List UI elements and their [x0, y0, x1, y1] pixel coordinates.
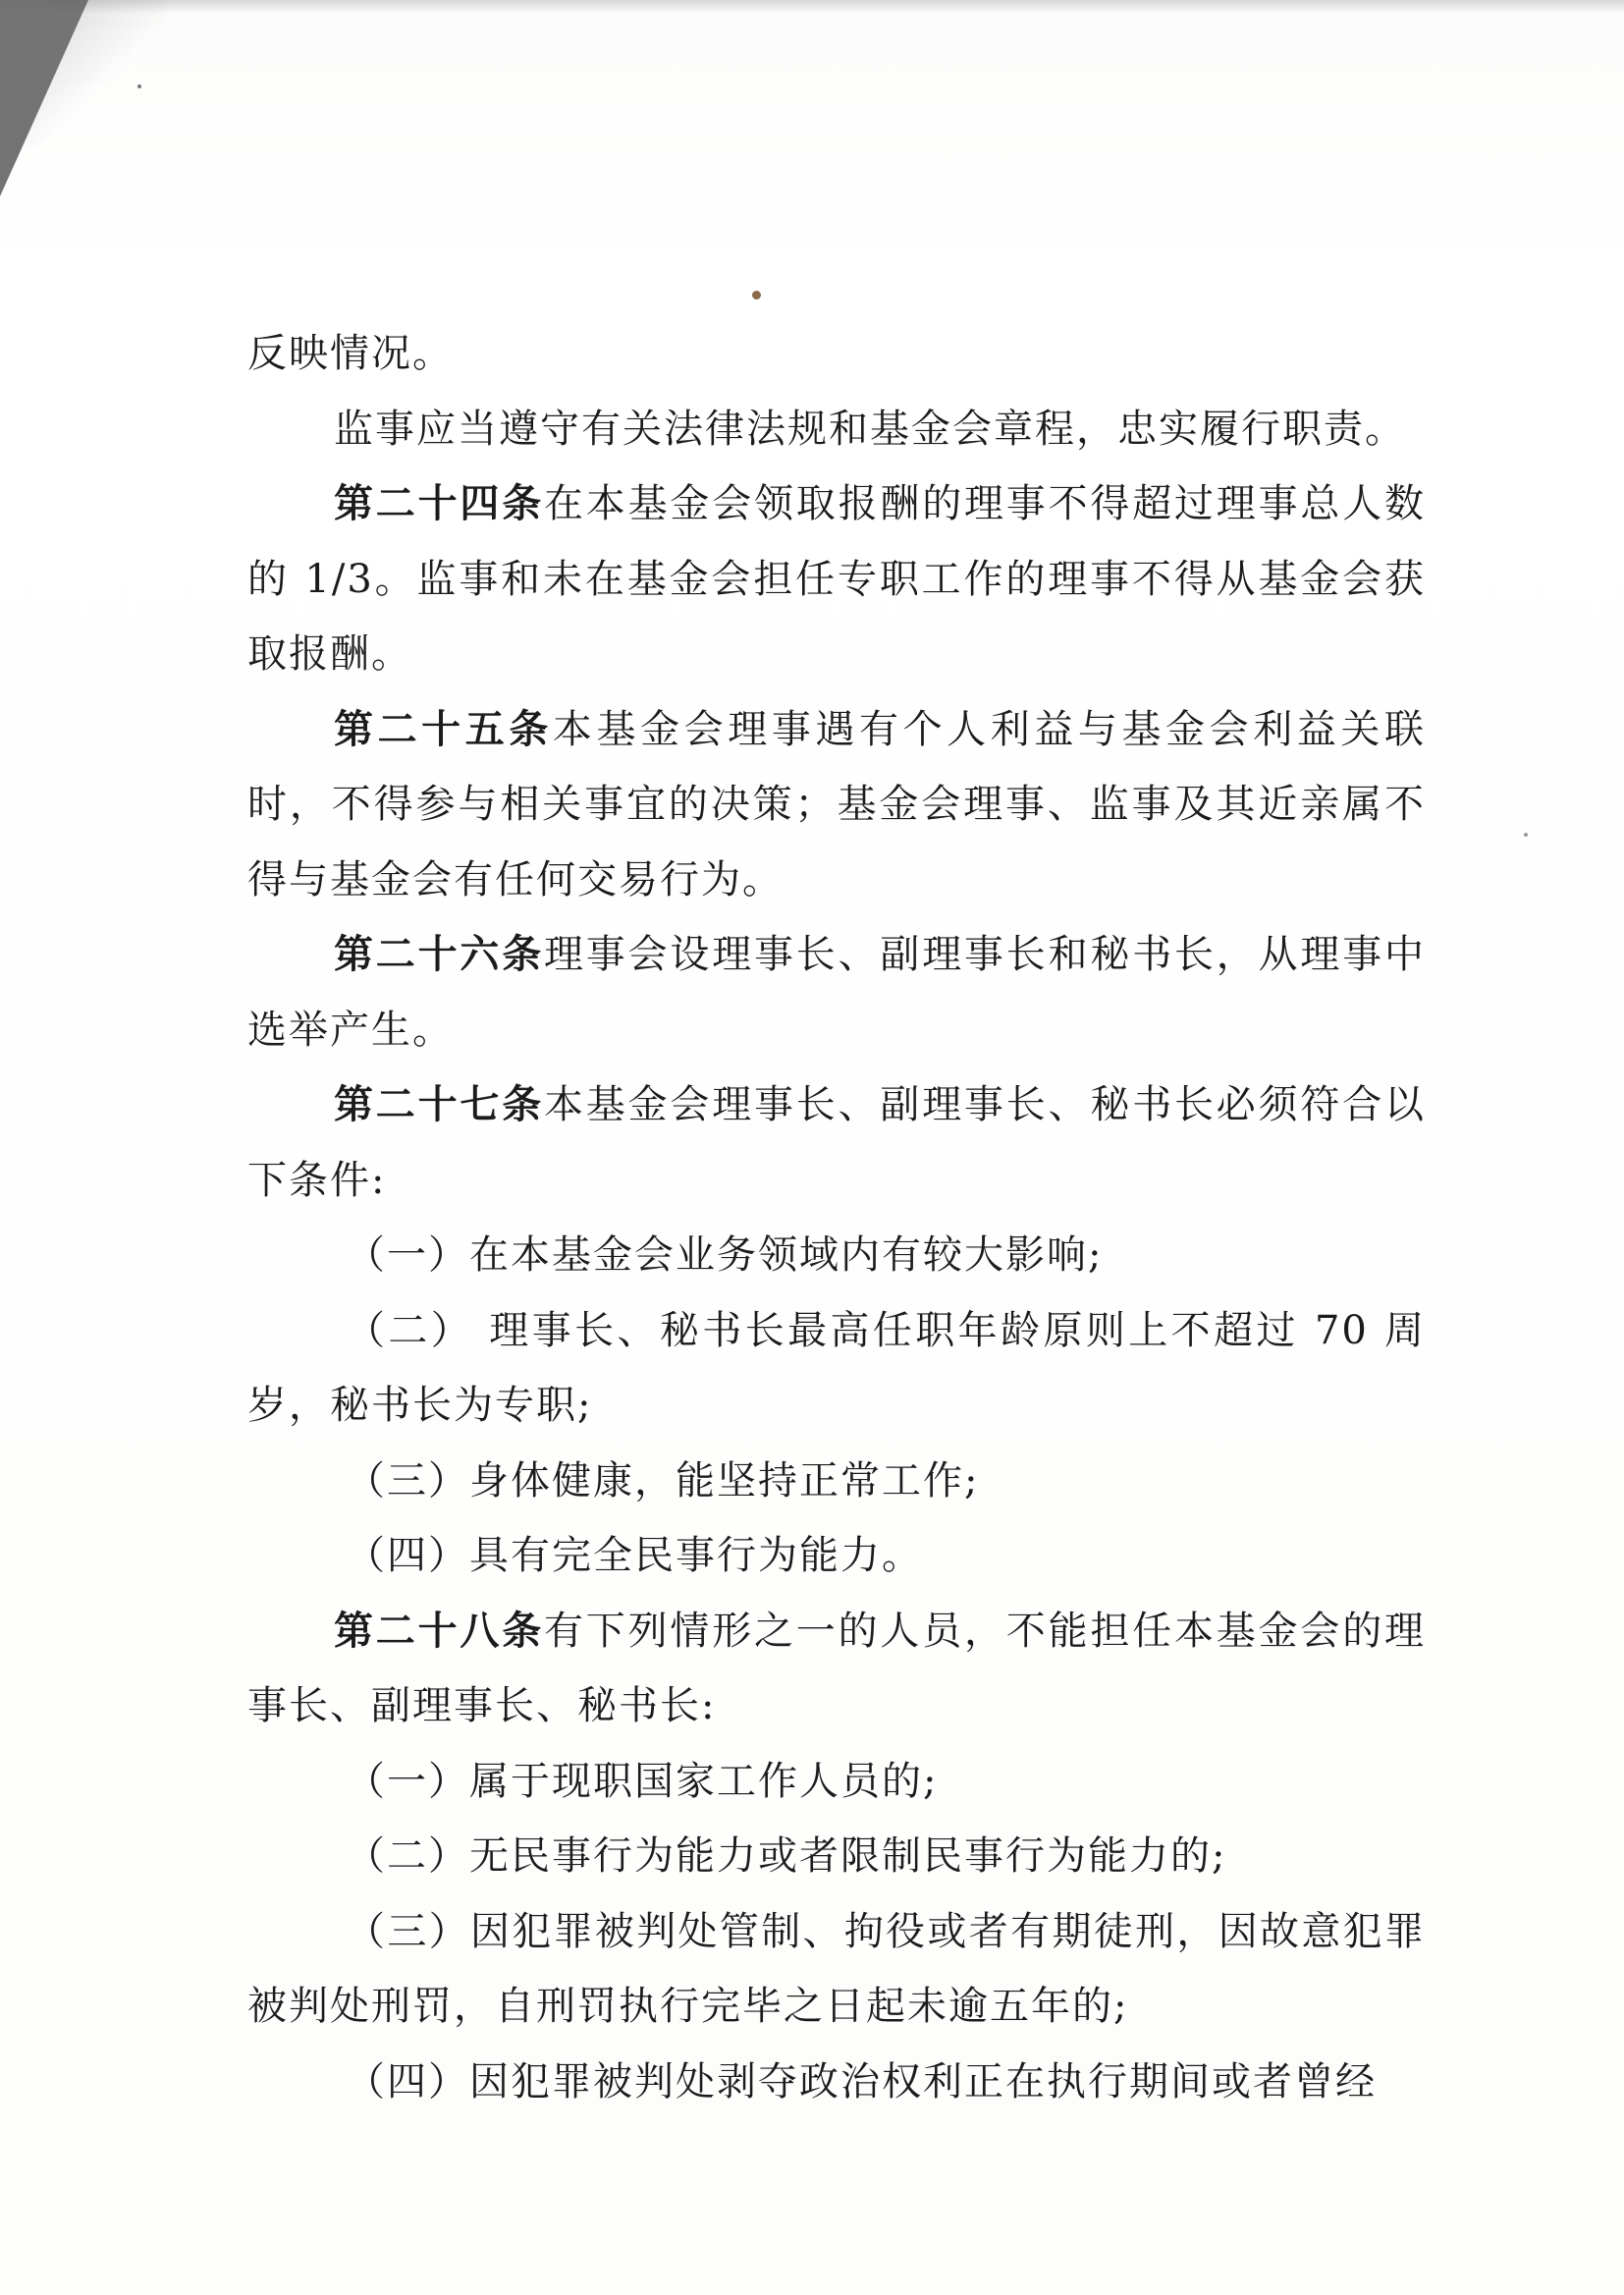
- paragraph: [247, 1594, 1426, 1744]
- paragraph: [247, 692, 1426, 918]
- paragraph-text: 本基金会理事遇有个人利益与基金会利益关联时，不得参与相关事宜的决策；基金会理事、监事及其近亲属不得与基金会有任何交易行为。: [247, 706, 1427, 902]
- list-item: [247, 1819, 1426, 1894]
- paragraph: [247, 392, 1426, 467]
- ink-speck: [752, 291, 761, 300]
- paragraph-text: 在本基金会领取报酬的理事不得超过理事总人数的 1/3。监事和未在基金会担任专职工作的理事不得从基金会获取报酬。: [247, 481, 1426, 677]
- ink-speck: [137, 84, 141, 88]
- list-item: [247, 1518, 1426, 1594]
- list-item: [247, 1894, 1426, 2045]
- ink-speck: [1524, 833, 1528, 837]
- paragraph: [247, 316, 1426, 392]
- paragraph-text: 本基金会理事长、副理事长、秘书长必须符合以下条件:: [247, 1082, 1426, 1203]
- paragraph-text: 有下列情形之一的人员，不能担任本基金会的理事长、副理事长、秘书长:: [247, 1608, 1426, 1728]
- article-number: 第二十六条: [334, 932, 544, 977]
- paragraph-text: （三）因犯罪被判处管制、拘役或者有期徒刑，因故意犯罪被判处刑罚，自刑罚执行完毕之日起未逾五年的;: [247, 1908, 1426, 2029]
- list-item: [247, 1444, 1426, 1519]
- paragraph: [247, 1067, 1426, 1218]
- list-item: [247, 2045, 1426, 2120]
- paragraph: [247, 466, 1426, 692]
- paragraph-text: （二） 理事长、秘书长最高任职年龄原则上不超过 70 周岁，秘书长为专职;: [247, 1307, 1426, 1428]
- paragraph-text: （一）在本基金会业务领域内有较大影响;: [346, 1232, 1104, 1278]
- paragraph-text: （四）因犯罪被判处剥夺政治权利正在执行期间或者曾经: [346, 2058, 1377, 2104]
- paragraph: [247, 917, 1426, 1067]
- list-item: [247, 1744, 1426, 1820]
- paragraph-text: （四）具有完全民事行为能力。: [346, 1533, 923, 1578]
- paragraph-text: （三）身体健康，能坚持正常工作;: [346, 1457, 980, 1503]
- paragraph-text: （二）无民事行为能力或者限制民事行为能力的;: [346, 1833, 1227, 1879]
- paragraph-text: 反映情况。: [247, 331, 454, 376]
- list-item: [247, 1218, 1426, 1293]
- paragraph-text: 理事会设理事长、副理事长和秘书长，从理事中选举产生。: [247, 932, 1426, 1053]
- scan-top-shadow: [0, 0, 1624, 14]
- article-number: 第二十五条: [334, 706, 553, 752]
- article-number: 第二十七条: [334, 1082, 544, 1127]
- document-body: [247, 316, 1426, 2119]
- article-number: 第二十四条: [334, 481, 544, 526]
- article-number: 第二十八条: [334, 1608, 544, 1654]
- folded-corner-shade: [0, 0, 167, 147]
- paragraph-text: 监事应当遵守有关法律法规和基金会章程，忠实履行职责。: [334, 406, 1406, 452]
- list-item: [247, 1293, 1426, 1444]
- paragraph-text: （一）属于现职国家工作人员的;: [346, 1758, 939, 1804]
